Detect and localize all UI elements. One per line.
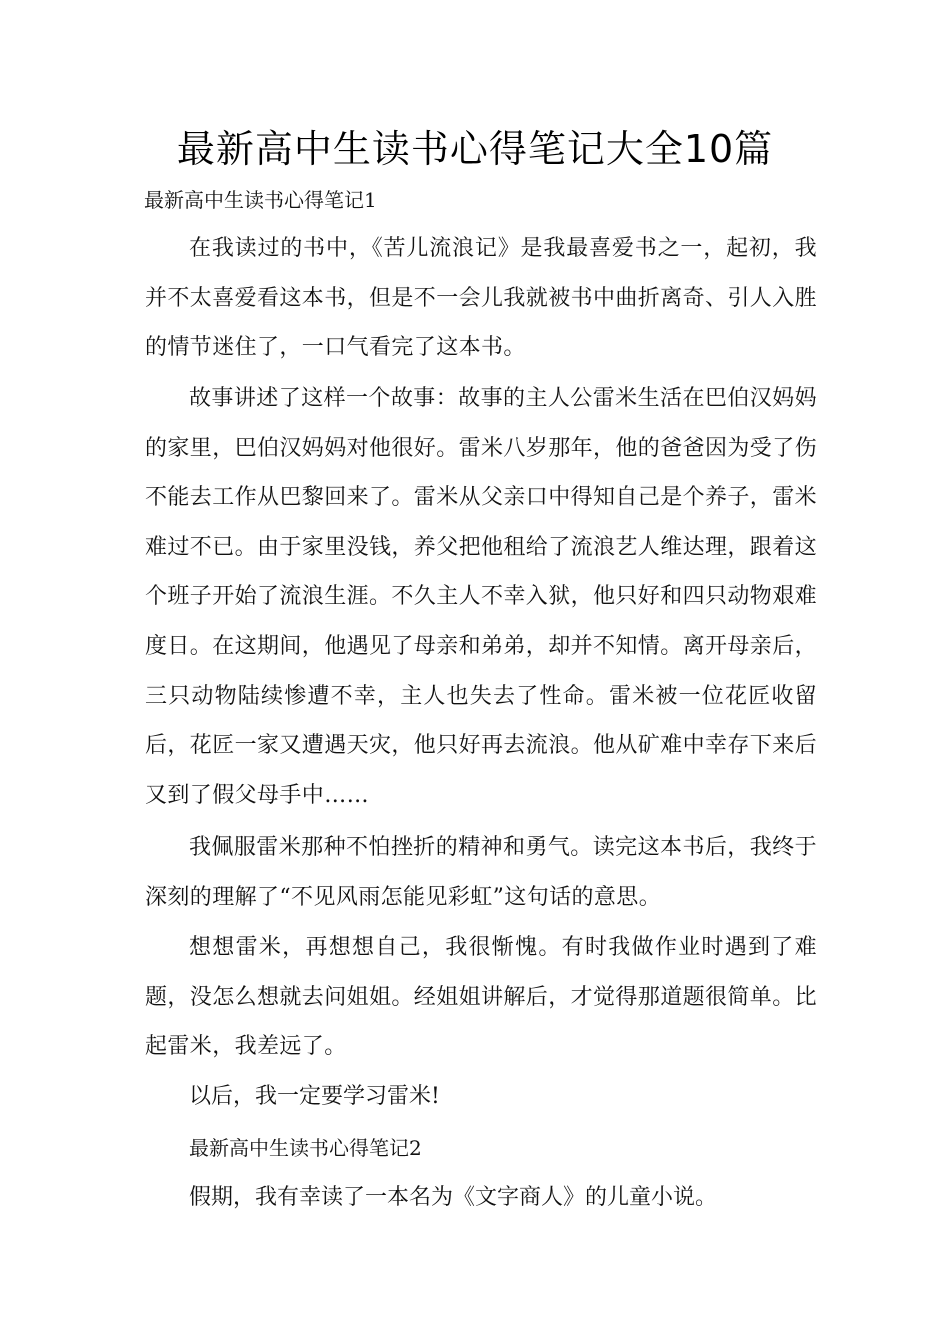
paragraph-5: 假期，我有幸读了一本名为《文字商人》的儿童小说。 — [189, 1185, 718, 1210]
section-heading-1: 最新高中生读书心得笔记1 — [144, 188, 377, 212]
section-heading-2: 最新高中生读书心得笔记2 — [189, 1136, 422, 1160]
paragraph-2: 故事讲述了这样一个故事：故事的主人公雷米生活在巴伯汉妈妈的家里，巴伯汉妈妈对他很好。雷米八岁那年，他的爸爸因为受了伤不能去工作从巴黎回来了。雷米从父亲口中得知自己是个养子，雷米难过不已。由于家里没钱，养父把他租给了流浪艺人维达理，跟着这个班子开始了流浪生涯。不久主人不幸入狱，他只好和四只动物艰难度日。在这期间，他遇见了母亲和弟弟，却并不知情。离开母亲后，三只动物陆续惨遭不幸，主人也失去了性命。雷米被一位花匠收留后，花匠一家又遭遇天灾，他只好再去流浪。他从矿难中幸存下来后又到了假父母手中…… — [145, 386, 818, 808]
document-title: 最新高中生读书心得笔记大全10篇 — [176, 127, 774, 171]
closing-line: 以后，我一定要学习雷米! — [189, 1084, 440, 1109]
paragraph-4: 想想雷米，再想想自己，我很惭愧。有时我做作业时遇到了难题，没怎么想就去问姐姐。经姐姐讲解后，才觉得那道题很简单。比起雷米，我差远了。 — [145, 935, 818, 1060]
paragraph-3: 我佩服雷米那种不怕挫折的精神和勇气。读完这本书后，我终于深刻的理解了“不见风雨怎能见彩虹”这句话的意思。 — [145, 835, 817, 910]
paragraph-1: 在我读过的书中，《苦儿流浪记》是我最喜爱书之一，起初，我并不太喜爱看这本书，但是不一会儿我就被书中曲折离奇、引人入胜的情节迷住了，一口气看完了这本书。 — [145, 236, 818, 361]
